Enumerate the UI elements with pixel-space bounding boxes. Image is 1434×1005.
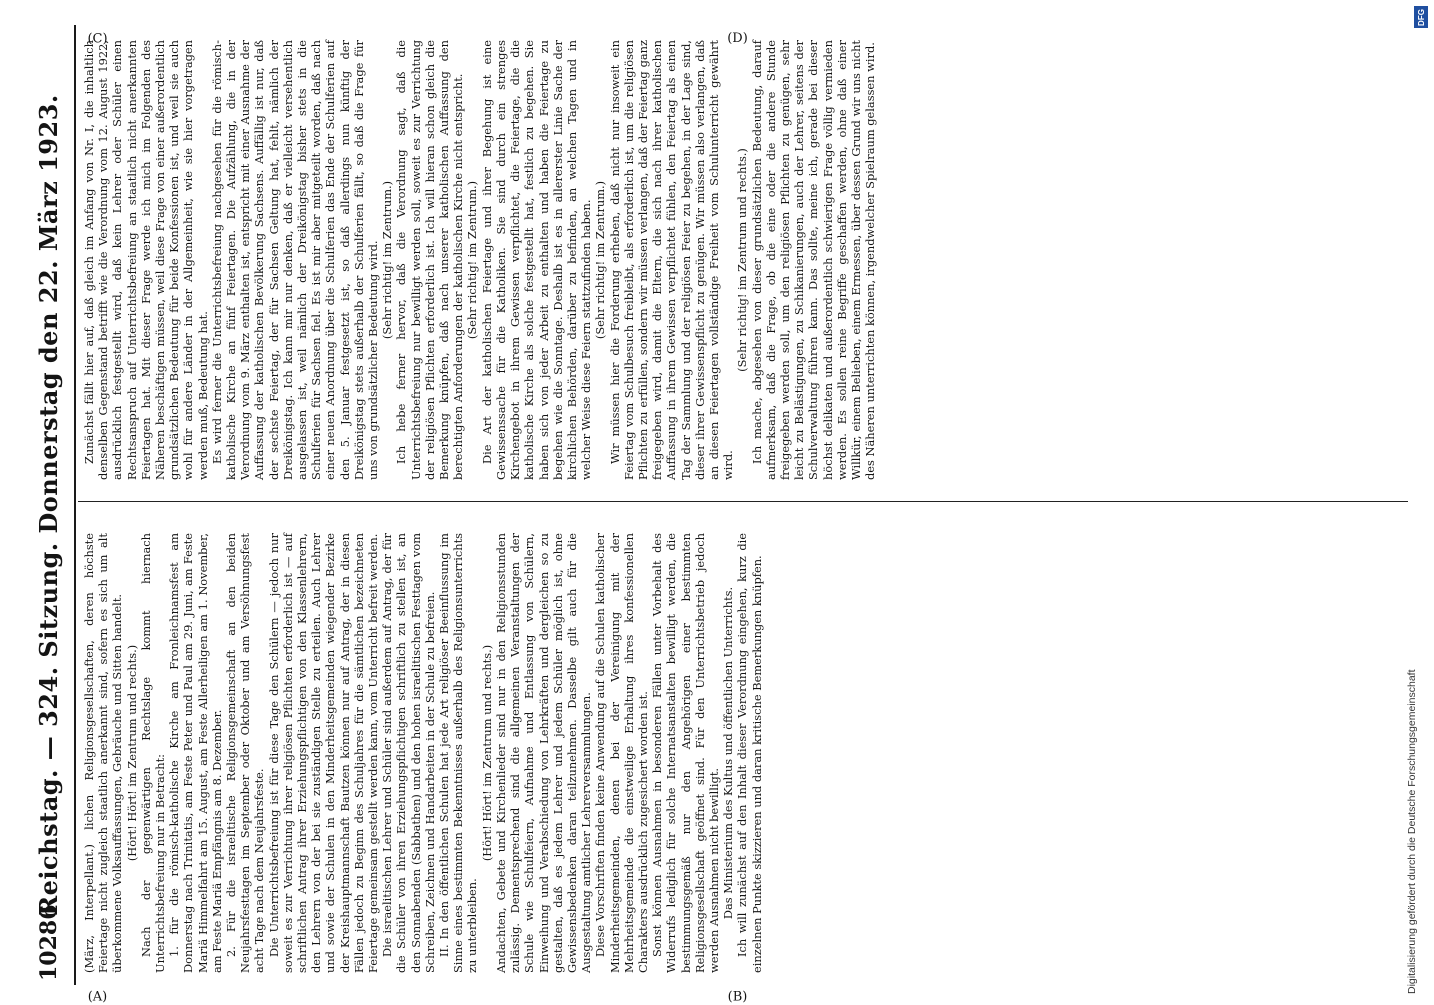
paragraph: Wir müssen hier die Forderung erheben, daß nicht nur insoweit ein Feiertag vom Schulbesuch freibleibt, als erforderlich ist, um die religiösen Pflichten zu erfüllen, sondern wir müssen verlangen, daß der Feiertag ganz freigegeben wird, damit die Eltern, die sich nach ihrer katholischen Auffassung in ihrem Gewissen verpflichtet fühlen, den Feiertag als einen Tag der Sammlung und der religiösen Feier zu begehen, in der Lage sind, dieser ihrer Gewissenspflicht zu genügen. Wir müssen also verlangen, daß an diesen Feiertagen vollständige Freiheit vom Schulunterricht gewährt wird.	[607, 40, 736, 480]
paragraph: Die israelitischen Lehrer und Schüler sind außerdem auf Antrag, der für die Schüler von ihren Erziehungspflichtigen schriftlich zu stellen ist, an den Sonnabenden (Sabbathen) und den hohen israelitischen Festtagen vom Schreiben, Zeichnen und Handarbeiten in der Schule zu befreien.	[380, 533, 437, 973]
dfg-logo	[1414, 6, 1428, 28]
running-title: Reichstag. — 324. Sitzung. Donnerstag den 22. März 1923.	[34, 94, 63, 916]
paragraph: Zunächst fällt hier auf, daß gleich im Anfang von Nr. I, die inhaltlich denselben Gegenstand betrifft wie die Verordnung vom 12. August 1922, ausdrücklich festgestellt wird, daß kein Lehrer oder Schüler einen Rechtsanspruch auf Unterrichtsbefreiung an staatlich nicht anerkannten Feiertagen hat. Mit dieser Frage werde ich mich im Folgenden des Näheren beschäftigen müssen, weil diese Frage von einer außerordentlich grundsätzlichen Bedeutung für beide Konfessionen ist, und weil sie auch wohl für andere Länder in der Allgemeinheit, wie sie hier vorgetragen werden muß, Bedeutung hat.	[82, 40, 210, 480]
paragraph: Ich mache, abgesehen von dieser grundsätzlichen Bedeutung, darauf aufmerksam, daß die Frage, ob die eine oder die andere Stunde freigegeben werden soll, um den religiösen Pflichten zu genügen, sehr leicht zu Belästigungen, zu Schikanierungen, auch der Lehrer, seitens der Schulverwaltung führen kann. Das sollte, meine ich, gerade bei dieser höchst delikaten und außerordentlich schwierigen Frage völlig vermieden werden. Es sollen reine Begriffe geschaffen werden, ohne daß einer Willkür, einem Belieben, einem Ermessen, über dessen Grund wir uns nicht des Näheren unterrichten können, irgendwelcher Spielraum gelassen wird.	[749, 40, 878, 480]
right-column	[82, 40, 877, 480]
running-header	[30, 25, 76, 985]
margin-marker-b: (B)	[727, 989, 748, 1005]
paragraph: Sonst können Ausnahmen in besonderen Fällen unter Vorbehalt des Widerrufs lediglich für solche Internatsanstalten bewilligt werden, die bestimmungsgemäß nur den Angehörigen einer bestimmten Religionsgesellschaft geöffnet sind. Für den Unterrichtsbetrieb jedoch werden Ausnahmen nicht bewilligt.	[650, 533, 721, 973]
margin-marker-a: (A)	[87, 989, 108, 1005]
interjection: (Sehr richtig! im Zentrum und rechts.)	[735, 148, 750, 372]
paragraph: Die Art der katholischen Feiertage und ihrer Begehung ist eine Gewissenssache für die Katholiken. Sie sind durch ein strenges Kirchengebot in ihrem Gewissen verpflichtet, die Feiertage, die die katholische Kirche als solche festgestellt hat, festlich zu begehen. Sie haben sich von jeder Arbeit zu enthalten und haben die Feiertage zu begehen wie die Sonntage. Deshalb ist es in allererster Linie Sache der kirchlichen Behörden, darüber zu befinden, an welchen Tagen und in welcher Weise diese Feiern stattzufinden haben.	[479, 40, 594, 480]
paragraph: Ich hebe ferner hervor, daß die Verordnung sagt, daß die Unterrichtsbefreiung nur bewilligt werden soll, soweit es zur Verrichtung der religiösen Pflichten erforderlich ist. Ich will hieran schon gleich die Bemerkung knüpfen, daß nach unserer katholischen Auffassung den berechtigten Anforderungen der katholischen Kirche nicht entspricht.	[394, 40, 466, 480]
paragraph: Es wird ferner die Unterrichtsbefreiung nachgesehen für die römisch-katholische Kirche an fünf Feiertagen. Die Aufzählung, die in der Verordnung vom 9. März enthalten ist, entspricht mit einer Ausnahme der Auffassung der katholischen Bevölkerung Sachsens. Auffällig ist nur, daß der sechste Feiertag, der für Sachsen Geltung hat, fehlt, nämlich der Dreikönigstag. Ich kann mir nur denken, daß er vielleicht versehentlich ausgelassen ist, weil nämlich der Dreikönigstag bisher stets in die Schulferien für Sachsen fiel. Es ist mir aber mitgeteilt worden, daß nach einer neuen Anordnung über die Schulferien das Ende der Schulferien auf den 5. Januar festgesetzt ist, so daß allerdings nun künftig der Dreikönigstag stets außerhalb der Schulferien fällt, so daß die Frage für uns von grundsätzlicher Bedeutung wird.	[209, 40, 381, 480]
paragraph: 1. für die römisch-katholische Kirche am Fronleichnamsfest am Donnerstag nach Trinitatis, am Feste Peter und Paul am 29. Juni, am Feste Mariä Himmelfahrt am 15. August, am Feste Allerheiligen am 1. November, am Feste Mariä Empfängnis am 8. Dezember.	[167, 533, 224, 973]
paragraph: Diese Vorschriften finden keine Anwendung auf die Schulen katholischer Minderheitsgemeinden, denen bei der Vereinigung mit der Mehrheitsgemeinde die einstweilige Erhaltung ihres konfessionellen Charakters ausdrücklich zugesichert worden ist.	[593, 533, 650, 973]
interjection: (Sehr richtig! im Zentrum.)	[465, 180, 480, 340]
digitization-credit	[1404, 4, 1430, 996]
dfg-logo-text: DFG	[1416, 8, 1426, 26]
margin-marker-d: (D)	[727, 31, 748, 47]
paragraph: II. In den öffentlichen Schulen hat jede Art religiöser Beeinflussung im Sinne eines bestimmten Bekenntnisses außerhalb des Religionsunterrichts zu unterbleiben.	[437, 533, 480, 973]
paragraph: 2. Für die israelitische Religionsgemeinschaft an den beiden Neujahrsfesttagen im September oder Oktober und am Versöhnungsfest acht Tage nach dem Neujahrsfeste.	[224, 533, 267, 973]
document-page	[30, 25, 1420, 1005]
paragraph: (März, Interpellant.) lichen Religionsgesellschaften, deren höchste Feiertage nicht zugleich staatlich anerkannt sind, sofern es sich um alt überkommene Volksauffassungen, Gebräuche und Sitten handelt.	[82, 533, 125, 973]
credit-text: Digitalisierung gefördert durch die Deutsche Forschungsgemeinschaft	[1406, 669, 1418, 994]
interjection: (Hört! Hört! im Zentrum und rechts.)	[124, 644, 139, 862]
paragraph: Nach der gegenwärtigen Rechtslage kommt hiernach Unterrichtsbefreiung nur in Betracht:	[138, 533, 168, 973]
paragraph: Die Unterrichtsbefreiung ist für diese Tage den Schülern — jedoch nur soweit es zur Verrichtung ihrer religiösen Pflichten erforderlich ist — auf schriftlichen Antrag ihrer Erziehungspflichtigen von den Klassenlehrern, den Lehrern von der bei sie zuständigen Stelle zu erteilen. Auch Lehrer und sowie der Schulen in den Minderheitsgemeinden wiegender Bezirke der Kreishauptmannschaft Bautzen können nur auf Antrag, der in diesen Fällen jedoch zu Beginn des Schuljahres für die sämtlichen bezeichneten Feiertage gemeinsam gestellt werden kann, vom Unterricht befreit werden.	[266, 533, 381, 973]
column-divider	[78, 501, 1408, 502]
paragraph: Ich will zunächst auf den Inhalt dieser Verordnung eingehen, kurz die einzelnen Punkte skizzieren und daran kritische Bemerkungen knüpfen.	[735, 533, 764, 973]
paragraph: Andachten, Gebete und Kirchenlieder sind nur in den Religionsstunden zulässig. Dementsprechend sind die allgemeinen Veranstaltungen der Schule wie Schulfeiern, Aufnahme und Entlassung von Schülern, Einweihung und Verabschiedung von Lehrkräften und dergleichen so zu gestalten, daß es jedem Lehrer und jedem Schüler möglich ist, ohne Gewissensbedenken daran teilzunehmen. Dasselbe gilt auch für die Ausgestaltung amtlicher Lehrerversammlungen.	[493, 533, 594, 973]
interjection: (Sehr richtig! im Zentrum.)	[593, 180, 608, 340]
left-column	[82, 533, 764, 973]
interjection: (Sehr richtig! im Zentrum.)	[380, 180, 395, 340]
interjection: (Hört! Hört! im Zentrum und rechts.)	[479, 644, 494, 862]
margin-marker-c: (C)	[87, 31, 108, 47]
signature-line: Das Ministerium des Kultus und öffentlichen Unterrichts.	[721, 586, 736, 920]
page-number: 10286	[36, 904, 62, 981]
